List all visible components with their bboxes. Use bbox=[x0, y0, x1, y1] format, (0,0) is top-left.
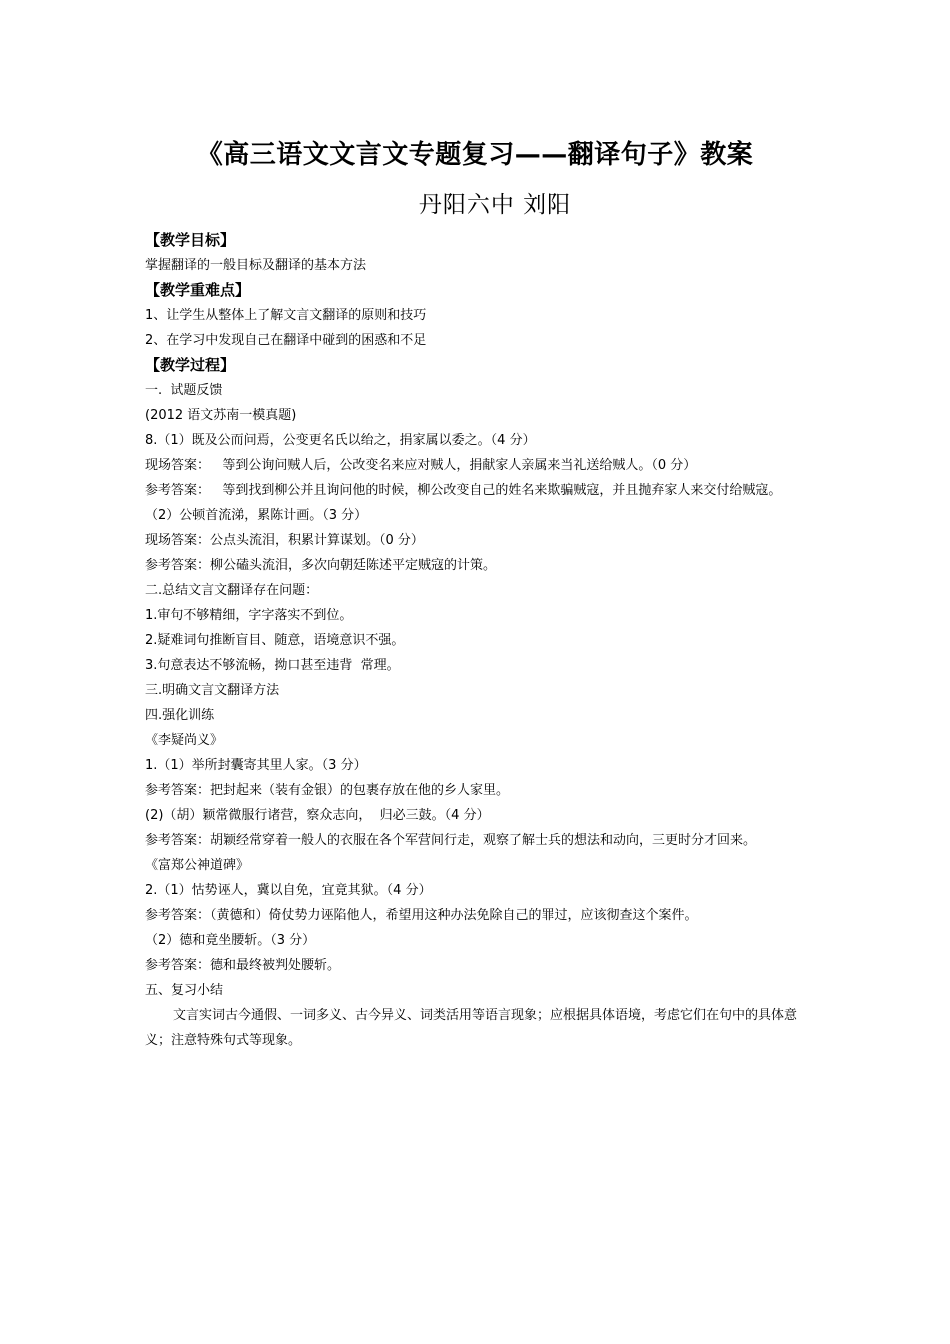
paragraph: 五、复习小结 bbox=[145, 983, 224, 998]
paragraph: 掌握翻译的一般目标及翻译的基本方法 bbox=[145, 258, 367, 273]
summary-paragraph: 文言实词古今通假、一词多义、古今异义、词类活用等语言现象；应根据具体语境，考虑它们在句中的具体意义；注意特殊句式等现象。 bbox=[145, 1008, 798, 1048]
paragraph: 8.（1）既及公而问焉，公变更名氏以绐之，捐家属以委之。（4 分） bbox=[145, 433, 536, 448]
paragraph: 参考答案：德和最终被判处腰斩。 bbox=[145, 958, 341, 973]
section-heading: 【教学目标】 bbox=[145, 231, 236, 249]
paragraph: （2）德和竟坐腰斩。（3 分） bbox=[145, 933, 316, 948]
paragraph: 参考答案： 等到找到柳公并且询问他的时候，柳公改变自己的姓名来欺骗贼寇，并且抛弃家人来交付给贼寇。 bbox=[145, 483, 782, 498]
section-heading: 【教学重难点】 bbox=[145, 281, 251, 299]
paragraph: 参考答案：把封起来（装有金银）的包裹存放在他的乡人家里。 bbox=[145, 783, 510, 798]
paragraph: 2.（1）怙势诬人，冀以自免，宜竟其狱。（4 分） bbox=[145, 883, 432, 898]
paragraph: 1、让学生从整体上了解文言文翻译的原则和技巧 bbox=[145, 308, 427, 323]
document-author: 丹阳六中 刘阳 bbox=[418, 192, 572, 218]
paragraph: 三.明确文言文翻译方法 bbox=[145, 683, 280, 698]
paragraph: 一. 试题反馈 bbox=[145, 383, 223, 398]
paragraph: 四.强化训练 bbox=[145, 708, 215, 723]
paragraph: 二.总结文言文翻译存在问题： bbox=[145, 583, 319, 598]
paragraph: （2）公顿首流涕，累陈计画。（3 分） bbox=[145, 508, 368, 523]
paragraph: 参考答案：胡颖经常穿着一般人的衣服在各个军营间行走，观察了解士兵的想法和动向，三更时分才回来。 bbox=[145, 833, 757, 848]
paragraph: 现场答案：公点头流泪，积累计算谋划。（0 分） bbox=[145, 533, 424, 548]
paragraph: (2012 语文苏南一模真题) bbox=[145, 408, 297, 423]
document-title: 《高三语文文言文专题复习——翻译句子》教案 bbox=[196, 140, 754, 170]
paragraph: 参考答案：柳公磕头流泪，多次向朝廷陈述平定贼寇的计策。 bbox=[145, 558, 497, 573]
paragraph: 《富郑公神道碑》 bbox=[145, 858, 250, 873]
paragraph: 1.审句不够精细，字字落实不到位。 bbox=[145, 608, 353, 623]
paragraph: 2、在学习中发现自己在翻译中碰到的困惑和不足 bbox=[145, 333, 427, 348]
paragraph: 2.疑难词句推断盲目、随意，语境意识不强。 bbox=[145, 633, 405, 648]
paragraph: 《李疑尚义》 bbox=[145, 733, 224, 748]
section-heading: 【教学过程】 bbox=[145, 356, 236, 374]
paragraph: 3.句意表达不够流畅，拗口甚至违背 常理。 bbox=[145, 658, 400, 673]
paragraph: 现场答案： 等到公询问贼人后，公改变名来应对贼人，捐献家人亲属来当礼送给贼人。（0 分） bbox=[145, 458, 697, 473]
document-body bbox=[145, 228, 805, 1053]
paragraph: (2)（胡）颖常微服行诸营，察众志向， 归必三鼓。（4 分） bbox=[145, 808, 490, 823]
paragraph: 参考答案：（黄德和）倚仗势力诬陷他人，希望用这种办法免除自己的罪过，应该彻查这个案件。 bbox=[145, 908, 698, 923]
paragraph: 1.（1）举所封囊寄其里人家。（3 分） bbox=[145, 758, 367, 773]
